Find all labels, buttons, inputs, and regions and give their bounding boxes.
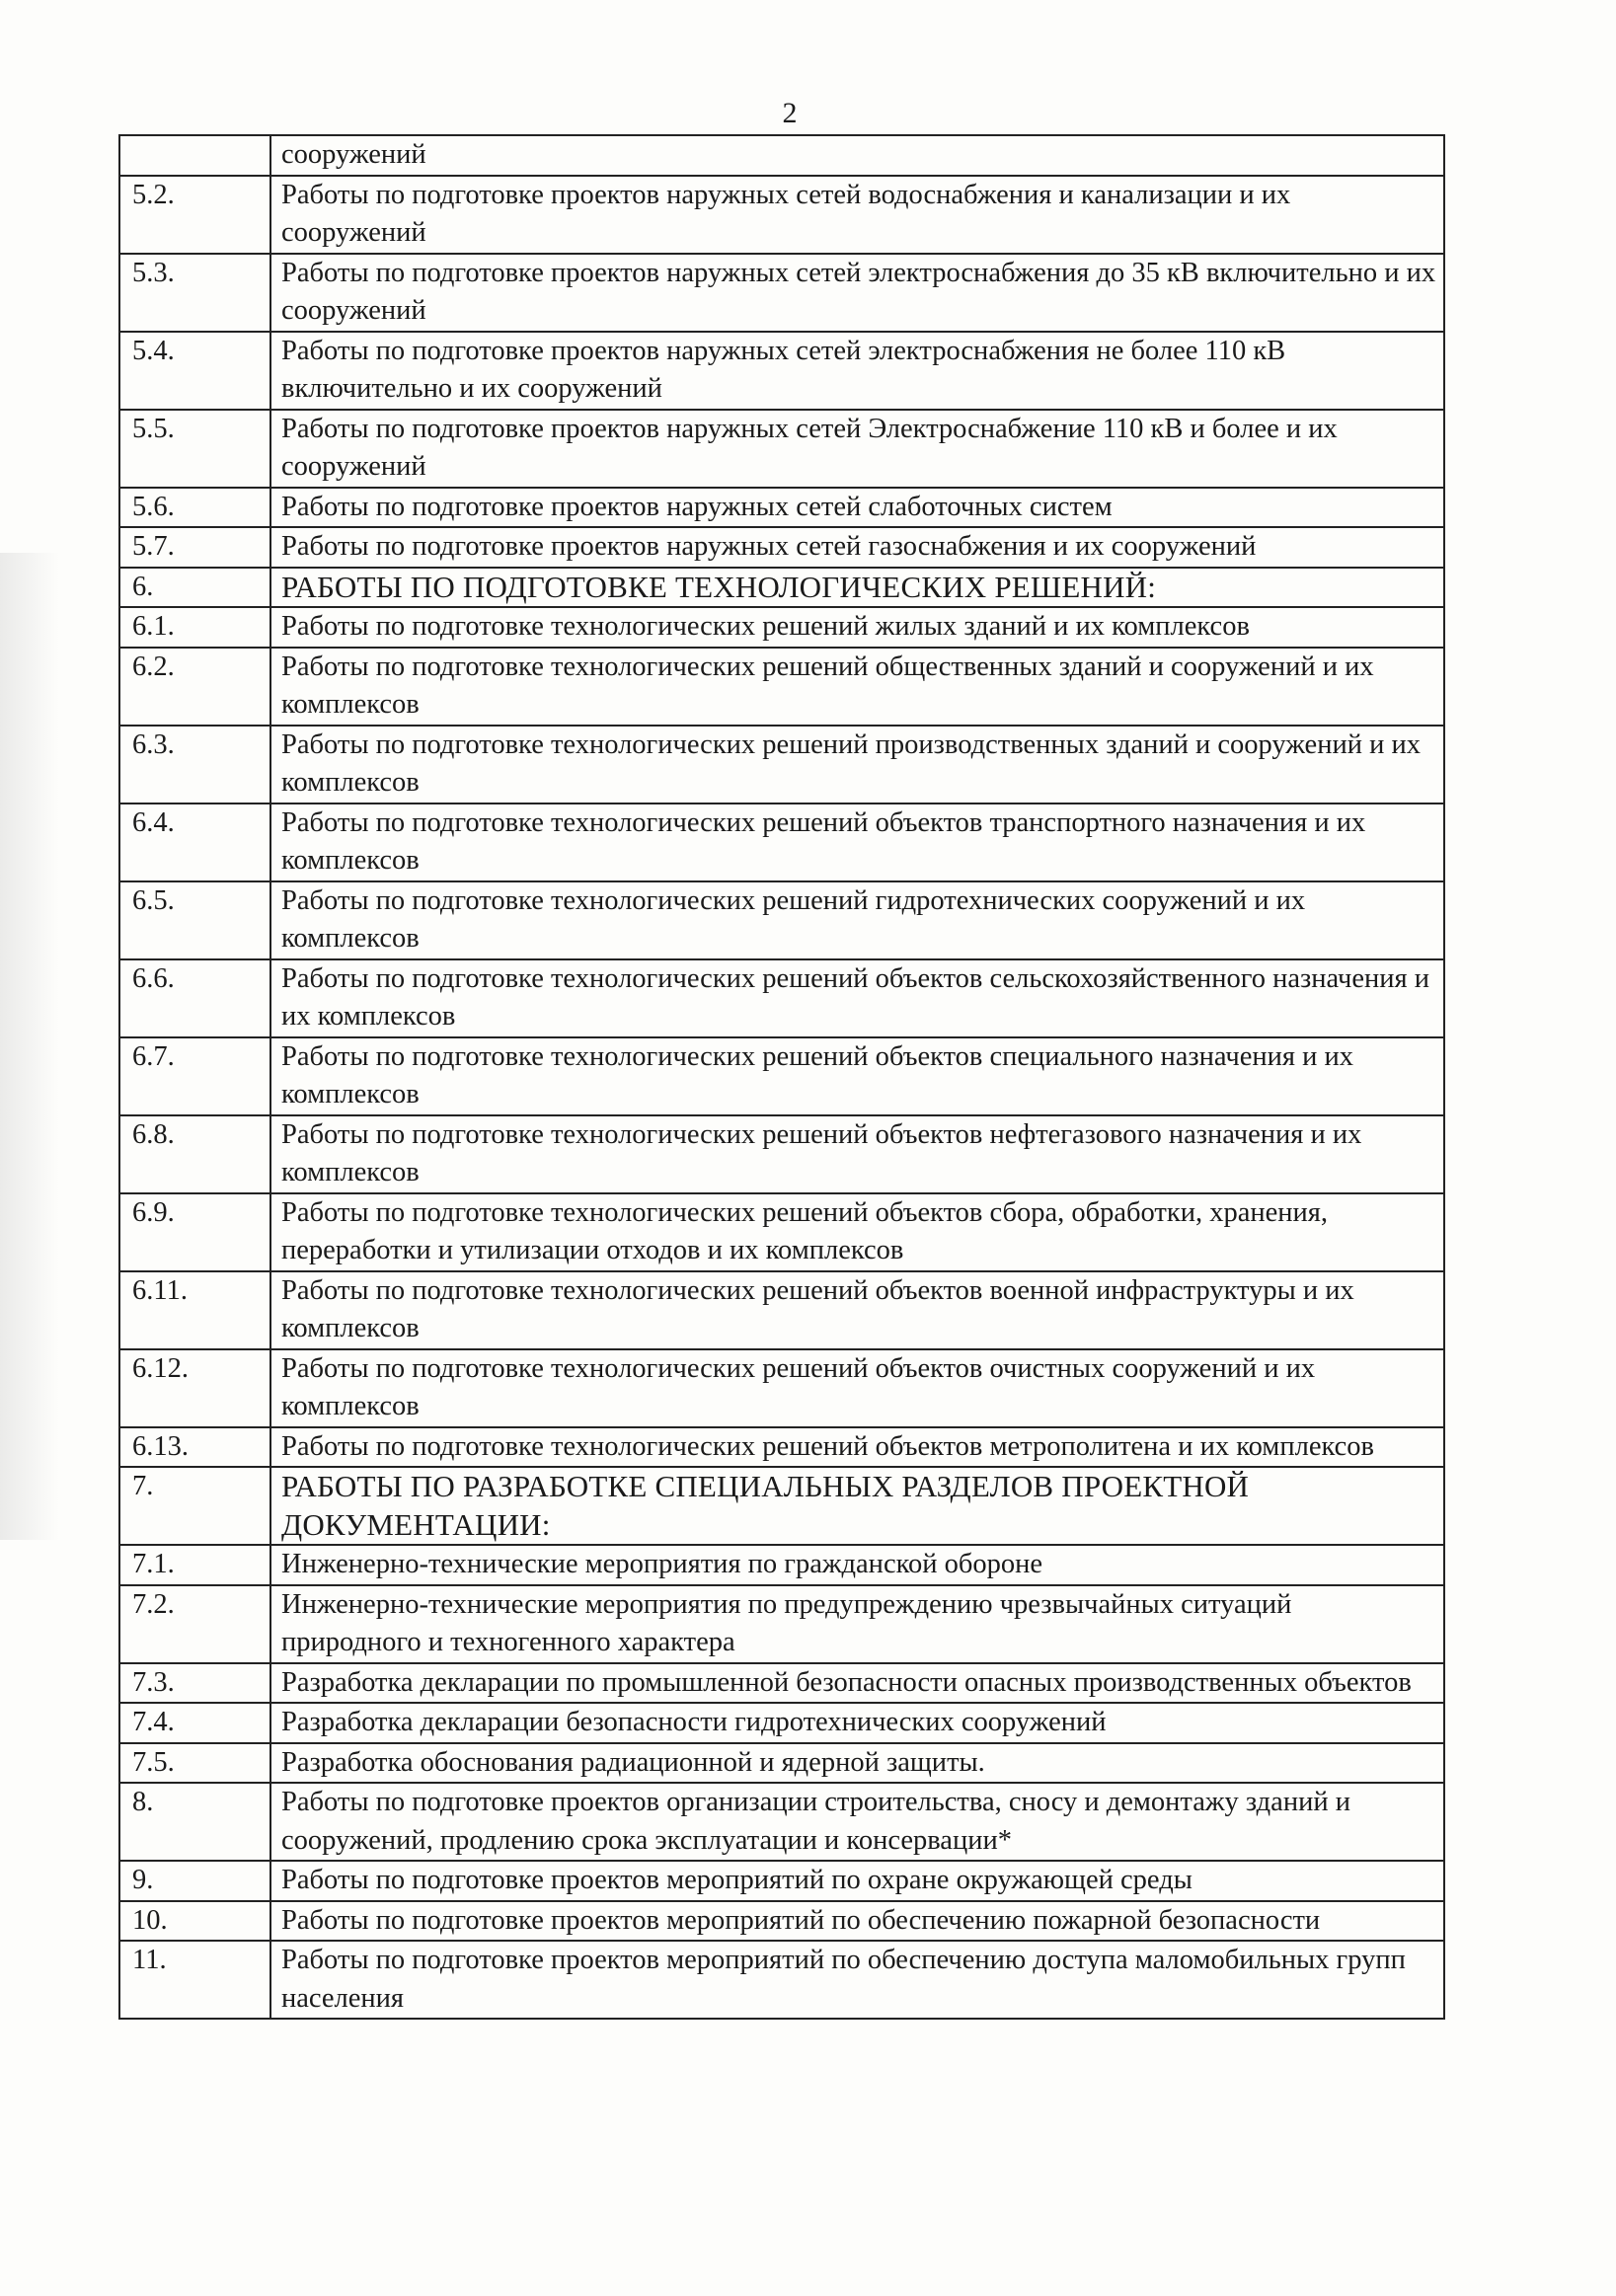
table-row (119, 726, 1444, 804)
table-row (119, 488, 1444, 528)
page-number: 2 (782, 97, 798, 129)
table-row (119, 176, 1444, 254)
row-title: Работы по подготовке технологических решений объектов транспортного назначения и их комплексов (270, 804, 1444, 881)
row-number: 6.5. (119, 881, 270, 959)
row-number: 5.6. (119, 488, 270, 528)
row-title: Работы по подготовке проектов мероприятий по обеспечению доступа маломобильных групп населения (270, 1941, 1444, 2019)
table-row (119, 1115, 1444, 1193)
row-number: 6.4. (119, 804, 270, 881)
row-number: 7.3. (119, 1663, 270, 1704)
row-title: Инженерно-технические мероприятия по гражданской обороне (270, 1545, 1444, 1585)
row-number: 7.5. (119, 1743, 270, 1784)
section-heading: РАБОТЫ ПО РАЗРАБОТКЕ СПЕЦИАЛЬНЫХ РАЗДЕЛОВ ПРОЕКТНОЙ ДОКУМЕНТАЦИИ: (270, 1467, 1444, 1545)
table-body (119, 135, 1444, 2019)
row-title: Работы по подготовке проектов наружных сетей электроснабжения не более 110 кВ включительно и их сооружений (270, 332, 1444, 410)
row-title: Работы по подготовке проектов организации строительства, сносу и демонтажу зданий и сооружений, продлению срока эксплуатации и консервации* (270, 1783, 1444, 1861)
row-number: 11. (119, 1941, 270, 2019)
row-number: 7.2. (119, 1585, 270, 1663)
row-title: Работы по подготовке технологических решений объектов сбора, обработки, хранения, переработки и утилизации отходов и их комплексов (270, 1193, 1444, 1271)
table-row (119, 648, 1444, 726)
row-title: Работы по подготовке технологических решений объектов метрополитена и их комплексов (270, 1427, 1444, 1468)
row-number: 6.13. (119, 1427, 270, 1468)
row-title: Работы по подготовке технологических решений жилых зданий и их комплексов (270, 607, 1444, 648)
table-row (119, 1743, 1444, 1784)
table-row (119, 568, 1444, 608)
table-row (119, 1941, 1444, 2019)
row-title: Работы по подготовке технологических решений объектов военной инфраструктуры и их комплексов (270, 1271, 1444, 1349)
table-row (119, 881, 1444, 959)
row-title: Работы по подготовке технологических решений гидротехнических сооружений и их комплексов (270, 881, 1444, 959)
row-title: Работы по подготовке проектов наружных сетей слаботочных систем (270, 488, 1444, 528)
row-title: Работы по подготовке проектов наружных сетей водоснабжения и канализации и их сооружений (270, 176, 1444, 254)
table-row (119, 1901, 1444, 1942)
row-number: 9. (119, 1861, 270, 1901)
row-number: 7.4. (119, 1703, 270, 1743)
row-title: Работы по подготовке технологических решений объектов специального назначения и их комплексов (270, 1037, 1444, 1115)
row-title: Разработка декларации по промышленной безопасности опасных производственных объектов (270, 1663, 1444, 1704)
row-number: 7.1. (119, 1545, 270, 1585)
row-title: Работы по подготовке проектов мероприятий по охране окружающей среды (270, 1861, 1444, 1901)
row-number: 6.8. (119, 1115, 270, 1193)
row-number: 5.3. (119, 254, 270, 332)
table-row (119, 1193, 1444, 1271)
row-number: 6. (119, 568, 270, 608)
row-title: Работы по подготовке проектов наружных сетей электроснабжения до 35 кВ включительно и их сооружений (270, 254, 1444, 332)
scan-edge-shadow (0, 553, 59, 1540)
row-title: Работы по подготовке технологических решений общественных зданий и сооружений и их комплексов (270, 648, 1444, 726)
row-number: 6.1. (119, 607, 270, 648)
row-number (119, 135, 270, 176)
row-title: Работы по подготовке проектов наружных сетей Электроснабжение 110 кВ и более и их сооружений (270, 410, 1444, 488)
table-row (119, 607, 1444, 648)
row-title: Работы по подготовке технологических решений объектов нефтегазового назначения и их комплексов (270, 1115, 1444, 1193)
row-title: Работы по подготовке проектов наружных сетей газоснабжения и их сооружений (270, 527, 1444, 568)
row-title: Работы по подготовке технологических решений объектов сельскохозяйственного назначения и их комплексов (270, 959, 1444, 1037)
table-row (119, 1349, 1444, 1427)
row-title: Инженерно-технические мероприятия по предупреждению чрезвычайных ситуаций природного и техногенного характера (270, 1585, 1444, 1663)
table-row (119, 135, 1444, 176)
row-number: 6.3. (119, 726, 270, 804)
row-number: 5.4. (119, 332, 270, 410)
row-number: 5.2. (119, 176, 270, 254)
table-row (119, 527, 1444, 568)
row-title: сооружений (270, 135, 1444, 176)
table-row (119, 804, 1444, 881)
row-number: 10. (119, 1901, 270, 1942)
row-title: Разработка декларации безопасности гидротехнических сооружений (270, 1703, 1444, 1743)
section-heading: РАБОТЫ ПО ПОДГОТОВКЕ ТЕХНОЛОГИЧЕСКИХ РЕШЕНИЙ: (270, 568, 1444, 608)
row-number: 6.9. (119, 1193, 270, 1271)
table-row (119, 1783, 1444, 1861)
table-row (119, 1037, 1444, 1115)
row-number: 7. (119, 1467, 270, 1545)
table-row (119, 1427, 1444, 1468)
row-number: 6.11. (119, 1271, 270, 1349)
table-row (119, 410, 1444, 488)
row-number: 6.6. (119, 959, 270, 1037)
row-title: Работы по подготовке технологических решений производственных зданий и сооружений и их комплексов (270, 726, 1444, 804)
table-row (119, 1703, 1444, 1743)
row-title: Разработка обоснования радиационной и ядерной защиты. (270, 1743, 1444, 1784)
table-row (119, 332, 1444, 410)
table-row (119, 1585, 1444, 1663)
table-row (119, 1467, 1444, 1545)
row-number: 6.7. (119, 1037, 270, 1115)
table-row (119, 1545, 1444, 1585)
row-title: Работы по подготовке проектов мероприятий по обеспечению пожарной безопасности (270, 1901, 1444, 1942)
table-row (119, 959, 1444, 1037)
table-row (119, 1861, 1444, 1901)
row-number: 5.5. (119, 410, 270, 488)
row-number: 5.7. (119, 527, 270, 568)
row-number: 6.2. (119, 648, 270, 726)
table-row (119, 1271, 1444, 1349)
table-row (119, 1663, 1444, 1704)
table-row (119, 254, 1444, 332)
work-types-table (118, 134, 1445, 2020)
row-title: Работы по подготовке технологических решений объектов очистных сооружений и их комплексов (270, 1349, 1444, 1427)
row-number: 6.12. (119, 1349, 270, 1427)
row-number: 8. (119, 1783, 270, 1861)
